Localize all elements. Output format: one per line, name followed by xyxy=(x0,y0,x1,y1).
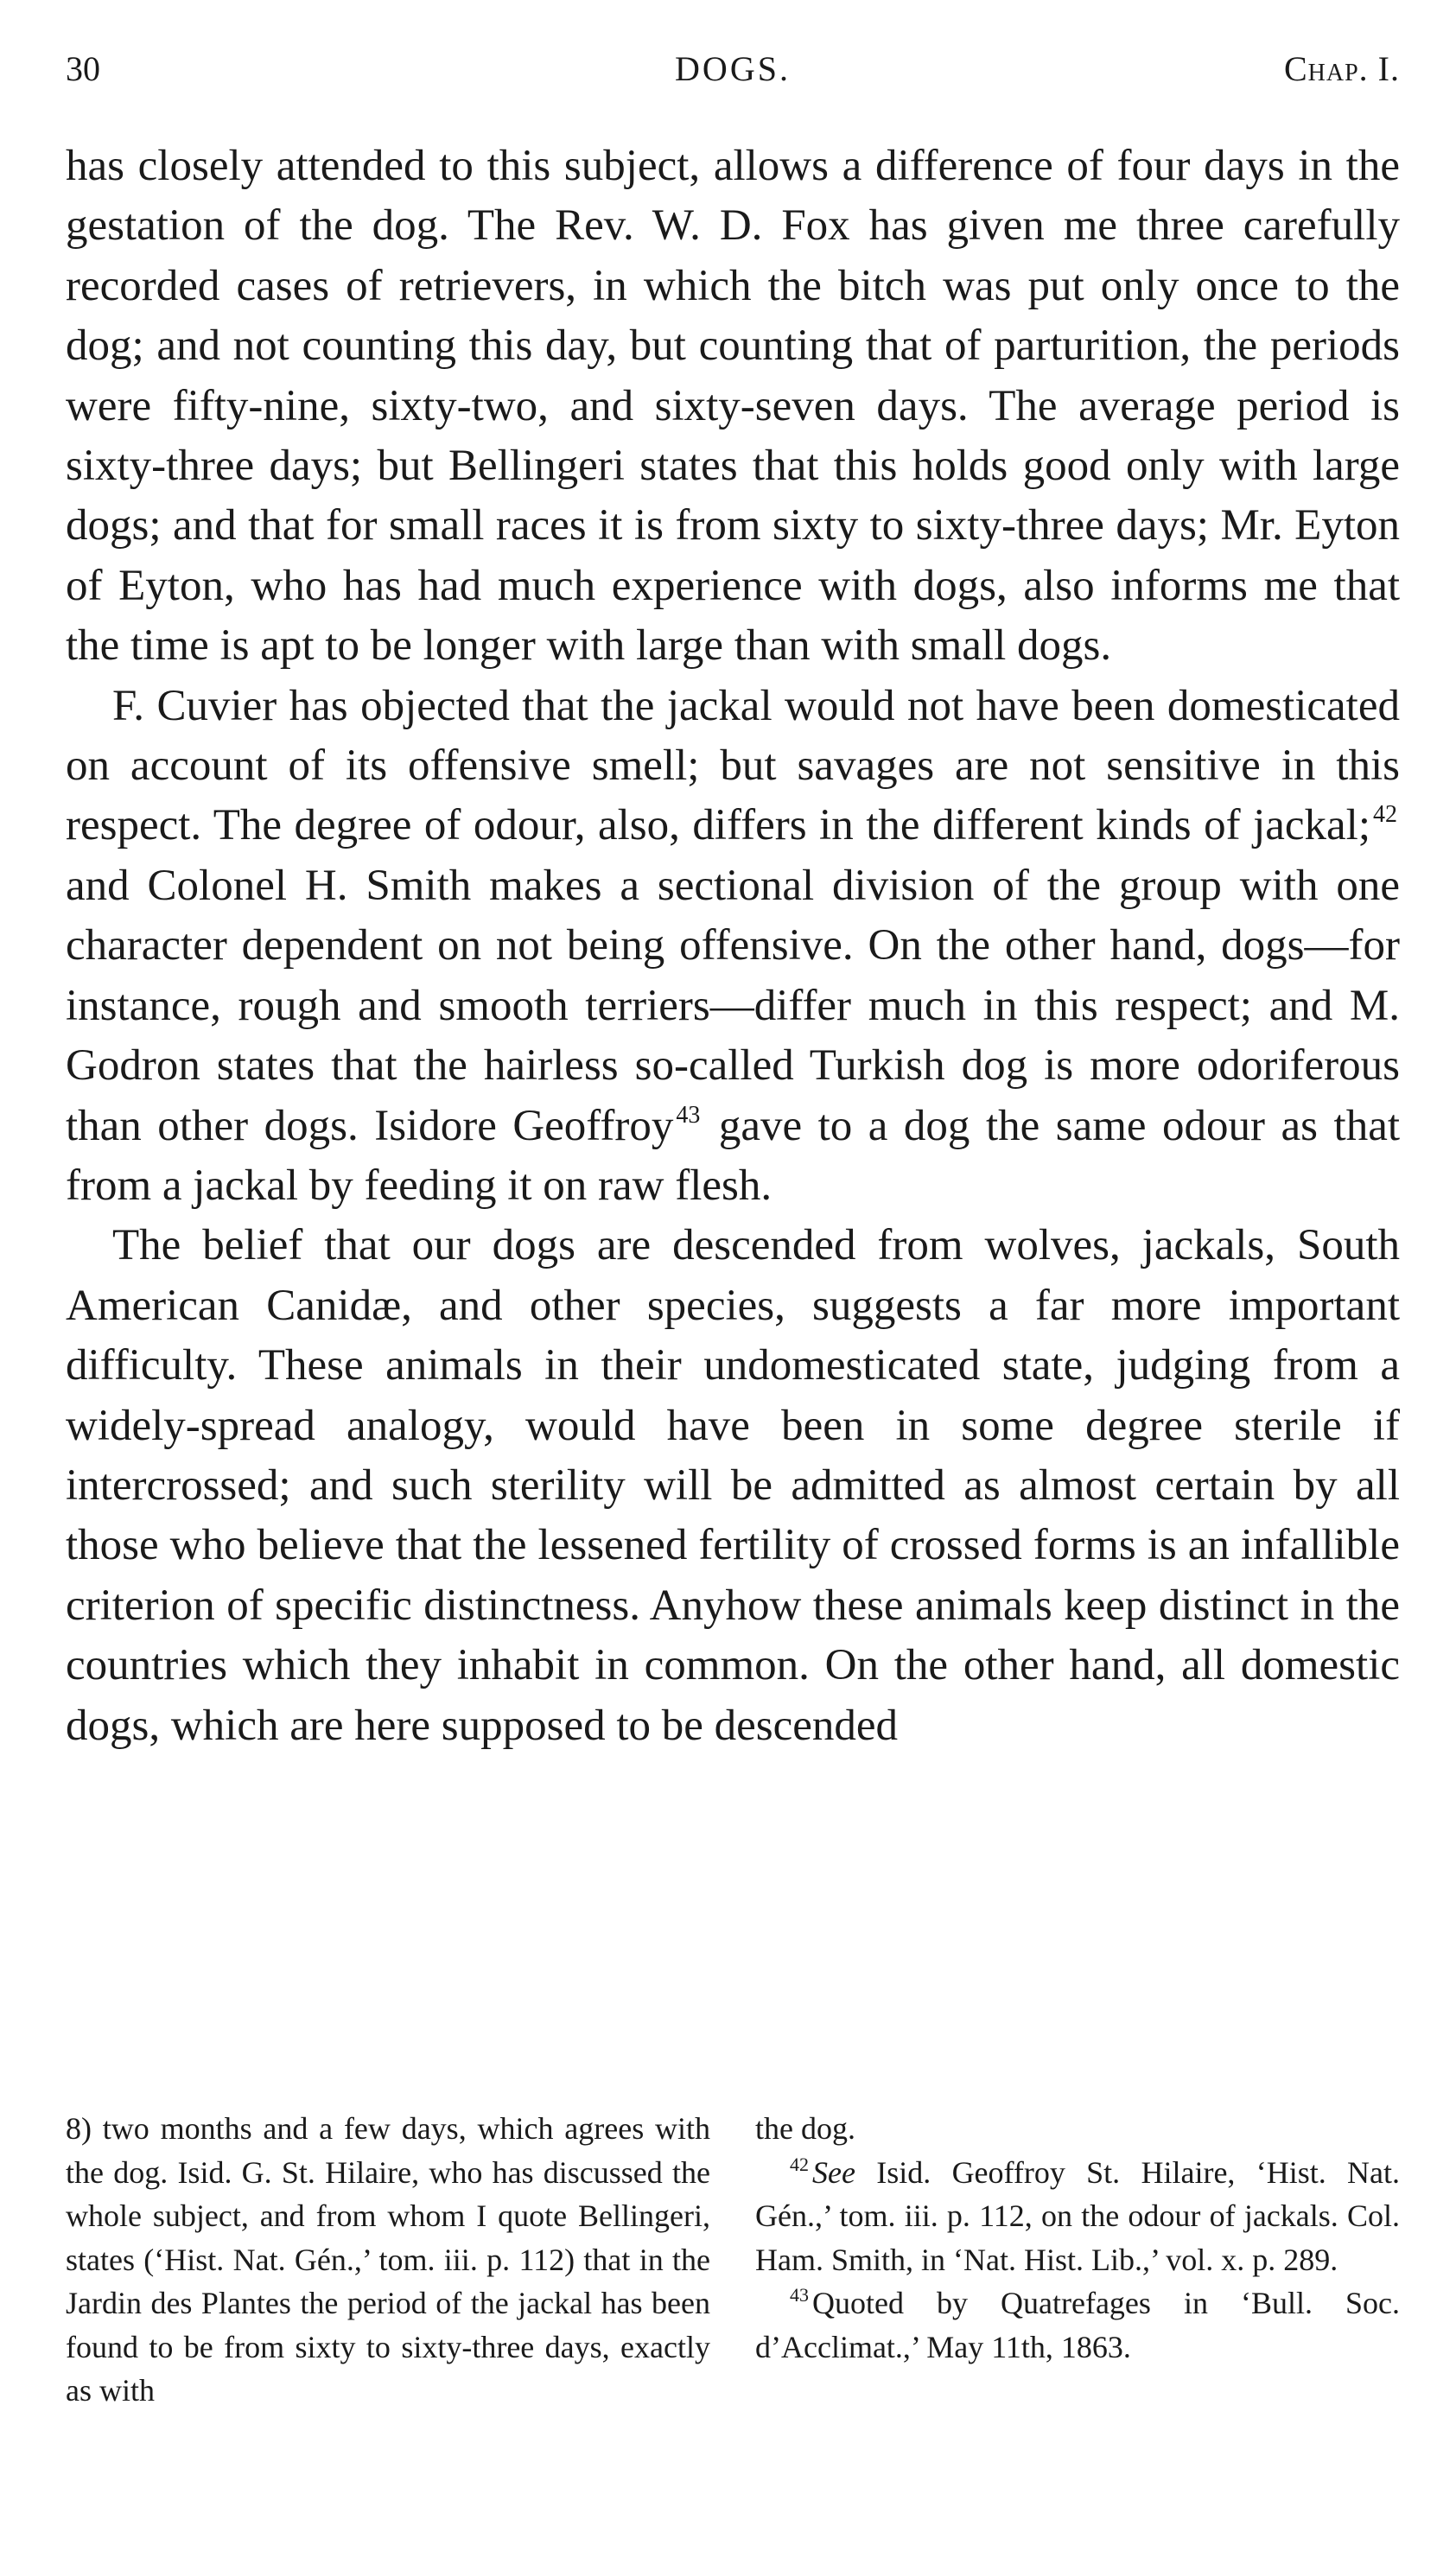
footnote-42-see: See xyxy=(812,2154,855,2190)
paragraph-sterility xyxy=(66,1216,1400,1756)
paragraph-odour-text-2: and Colonel H. Smith makes a sectional division of the group with one character dependent on not being offensive. On the other hand, dogs—for instance, rough and smooth terriers—differ much in this respect; and M. Godron states that the hairless so-called Turkish dog is more odoriferous than other dogs. Isidore Geoffroy xyxy=(66,861,1400,1150)
page-number: 30 xyxy=(66,49,100,88)
footnote-continuation-text: 8) two months and a few days, which agrees with the dog. Isid. G. St. Hilaire, who has discussed the whole subject, and from whom I quote Bellingeri, states (‘Hist. Nat. Gén.,’ tom. iii. p. 112) that in the Jardin des Plantes the period of the jackal has been found to be from sixty to sixty-three days, exactly as with xyxy=(66,2111,710,2408)
footnote-column-left xyxy=(66,2107,710,2413)
footnote-ref-43[interactable]: 43 xyxy=(676,1101,701,1129)
footnote-43-number: 43 xyxy=(790,2284,809,2306)
footnote-continuation-end xyxy=(755,2107,1400,2151)
running-header xyxy=(66,43,1400,95)
paragraph-odour-text-1: F. Cuvier has objected that the jackal would not have been domesticated on account of its offensive smell; but savages are not sensitive in this respect. The degree of odour, also, differs in the different kinds of jackal; xyxy=(66,681,1400,850)
paragraph-gestation xyxy=(66,137,1400,677)
running-title: DOGS. xyxy=(675,49,791,88)
paragraph-sterility-text: The belief that our dogs are descended from wolves, jackals, South American Canidæ, and other species, suggests a far more important difficulty. These animals in their undomesticated state, judging from a widely-spread analogy, would have been in some degree sterile if intercrossed; and such sterility will be admitted as almost certain by all those who believe that the lessened fertility of crossed forms is an infallible criterion of specific distinctness. Anyhow these animals keep distinct in the countries which they inhabit in common. On the other hand, all domestic dogs, which are here supposed to be descended xyxy=(66,1221,1400,1750)
paragraph-gestation-text: has closely attended to this subject, allows a difference of four days in the gestation of the dog. The Rev. W. D. Fox has given me three carefully recorded cases of retrievers, in which the bitch was put only once to the dog; and not counting this day, but counting that of parturition, the periods were fifty-nine, sixty-two, and sixty-seven days. The average period is sixty-three days; but Bellingeri states that this holds good only with large dogs; and that for small races it is from sixty to sixty-three days; Mr. Eyton of Eyton, who has had much experience with dogs, also informs me that the time is apt to be longer with large than with small dogs. xyxy=(66,142,1400,671)
footnote-43 xyxy=(755,2281,1400,2369)
footnote-42-number: 42 xyxy=(790,2153,809,2175)
paragraph-odour-text-3: gave to a dog the same odour as that from a jackal by feeding it on raw flesh. xyxy=(66,1101,1400,1210)
footnote-continuation-end-text: the dog. xyxy=(755,2111,855,2146)
footnote-42-text: Isid. Geoffroy St. Hilaire, ‘Hist. Nat. Gén.,’ tom. iii. p. 112, on the odour of jackals. Col. Ham. Smith, in ‘Nat. Hist. Lib.,’ vol. x. p. 289. xyxy=(755,2154,1400,2277)
footnote-43-text: Quoted by Quatrefages in ‘Bull. Soc. d’Acclimat.,’ May 11th, 1863. xyxy=(755,2286,1400,2364)
footnote-continuation xyxy=(66,2107,710,2413)
footnote-column-right xyxy=(755,2107,1400,2369)
paragraph-odour xyxy=(66,677,1400,1217)
footnote-ref-42[interactable]: 42 xyxy=(1373,801,1397,829)
chapter-label: Chap. I. xyxy=(1283,49,1400,88)
main-text xyxy=(66,137,1400,1756)
footnotes xyxy=(66,2107,1400,2470)
footnote-42 xyxy=(755,2151,1400,2282)
